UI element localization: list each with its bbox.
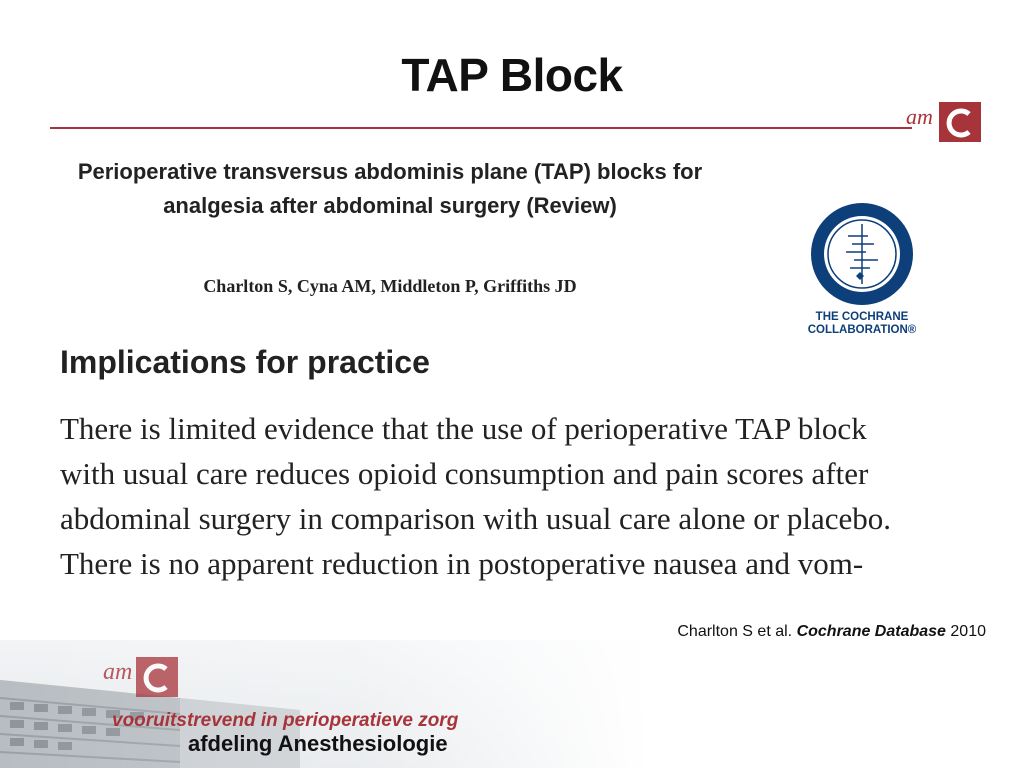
cochrane-label-line: THE COCHRANE — [815, 311, 909, 323]
review-title-line: Perioperative transversus abdominis plane (TAP) blocks for — [77, 159, 703, 184]
implications-line: abdominal surgery in comparison with usual care alone or placebo. — [60, 501, 892, 536]
review-authors: Charlton S, Cyna AM, Middleton P, Griffiths JD — [203, 276, 577, 296]
cochrane-forest-plot-icon — [796, 196, 928, 311]
amc-logo — [906, 100, 986, 146]
amc-c-mark-icon — [939, 102, 981, 142]
title-divider — [50, 127, 912, 129]
cochrane-logo — [796, 196, 928, 334]
footer-amc-logo-text: am — [103, 659, 133, 685]
citation-year: 2010 — [950, 623, 986, 640]
implications-line: with usual care reduces opioid consumption and pain scores after — [60, 456, 869, 491]
review-title-line: analgesia after abdominal surgery (Review) — [163, 193, 617, 218]
citation — [677, 623, 986, 641]
implications-text — [60, 406, 960, 586]
slide-title: TAP Block — [401, 49, 623, 101]
amc-logo-text: am — [906, 104, 933, 129]
implications-heading: Implications for practice — [60, 344, 430, 380]
citation-journal: Cochrane Database — [796, 623, 946, 640]
citation-authors: Charlton S et al. — [677, 623, 793, 640]
cochrane-label — [796, 311, 928, 334]
review-title — [10, 155, 770, 223]
footer-amc-logo — [103, 655, 183, 705]
footer-amc-c-mark-icon — [136, 657, 178, 697]
department-name: afdeling Anesthesiologie — [188, 731, 448, 756]
cochrane-label-line: COLLABORATION® — [807, 324, 917, 334]
implications-line: There is no apparent reduction in postoperative nausea and vom- — [60, 546, 864, 581]
implications-line: There is limited evidence that the use of perioperative TAP block — [60, 411, 867, 446]
tagline: vooruitstrevend in perioperatieve zorg — [112, 710, 459, 731]
